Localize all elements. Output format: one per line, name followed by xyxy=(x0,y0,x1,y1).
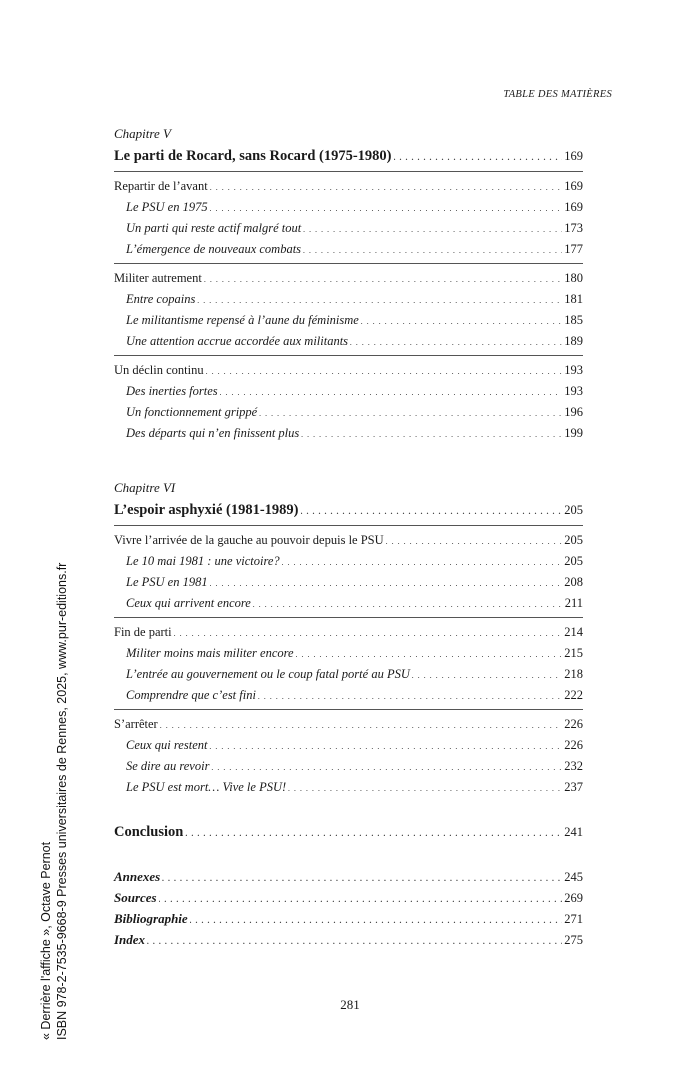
subsection-title: L’émergence de nouveaux combats xyxy=(126,242,302,256)
annex-row xyxy=(114,866,583,887)
page-number: 177 xyxy=(564,242,583,256)
page-number: 180 xyxy=(564,271,583,285)
dot-leader xyxy=(301,423,562,445)
conclusion-row xyxy=(114,820,583,844)
dot-leader xyxy=(162,866,562,889)
subsection-row xyxy=(114,218,583,239)
page-number: 232 xyxy=(564,759,583,773)
subsection-title: Des inerties fortes xyxy=(126,384,218,398)
section-title: S’arrêter xyxy=(114,717,158,731)
dot-leader xyxy=(220,381,563,403)
annex-row xyxy=(114,908,583,929)
annex-title: Bibliographie xyxy=(114,911,188,926)
subsection-title: Un fonctionnement grippé xyxy=(126,405,258,419)
subsection-title: Militer moins mais militer encore xyxy=(126,646,294,660)
dot-leader xyxy=(303,239,562,261)
page-folio: 281 xyxy=(340,997,360,1012)
dot-leader xyxy=(394,144,563,170)
subsection-row xyxy=(114,402,583,423)
page-number: 189 xyxy=(564,334,583,348)
dot-leader xyxy=(147,929,562,952)
subsection-title: Des départs qui n’en finissent plus xyxy=(126,426,300,440)
page-number: 211 xyxy=(564,596,583,610)
section-title: Vivre l’arrivée de la gauche au pouvoir depuis le PSU xyxy=(114,533,384,547)
page-number: 193 xyxy=(564,384,583,398)
section-rule xyxy=(114,355,583,356)
subsection-row xyxy=(114,572,583,593)
section-rule xyxy=(114,617,583,618)
page-number: 218 xyxy=(564,667,583,681)
subsection-row xyxy=(114,331,583,352)
page-number: 205 xyxy=(564,533,583,547)
dot-leader xyxy=(296,643,563,665)
chapter-rule xyxy=(114,171,583,172)
subsection-row xyxy=(114,197,583,218)
dot-leader xyxy=(288,777,562,799)
annex-title: Index xyxy=(114,932,146,947)
subsection-row xyxy=(114,239,583,260)
section-title: Fin de parti xyxy=(114,625,172,639)
page-number: 275 xyxy=(564,933,583,947)
dot-leader xyxy=(350,331,562,353)
subsection-row xyxy=(114,551,583,572)
page-number: 237 xyxy=(564,780,583,794)
page-number: 222 xyxy=(564,688,583,702)
side-note-line-1: « Derrière l'affiche », Octave Pernot xyxy=(39,841,53,1040)
dot-leader xyxy=(412,664,562,686)
subsection-title: Le militantisme repensé à l’aune du féminisme xyxy=(126,313,359,327)
side-note-line-2: ISBN 978-2-7535-9668-9 Presses universitaires de Rennes, 2025, www.pur-editions.fr xyxy=(55,562,69,1040)
page-number: 269 xyxy=(564,891,583,905)
subsection-row xyxy=(114,685,583,706)
page-number: 205 xyxy=(564,554,583,568)
dot-leader xyxy=(303,218,562,240)
subsection-title: Le PSU en 1981 xyxy=(126,575,208,589)
subsection-title: Ceux qui restent xyxy=(126,738,208,752)
subsection-title: Une attention accrue accordée aux militants xyxy=(126,334,349,348)
section-title: Militer autrement xyxy=(114,271,202,285)
chapter-label: Chapitre VI xyxy=(114,480,176,495)
page-number: 245 xyxy=(564,870,583,884)
section-title: Un déclin continu xyxy=(114,363,204,377)
subsection-row xyxy=(114,643,583,664)
dot-leader xyxy=(259,402,562,424)
subsection-title: Comprendre que c’est fini xyxy=(126,688,256,702)
page-number: 199 xyxy=(564,426,583,440)
page-number: 181 xyxy=(564,292,583,306)
subsection-row xyxy=(114,593,583,614)
annex-title: Sources xyxy=(114,890,157,905)
subsection-title: L’entrée au gouvernement ou le coup fatal porté au PSU xyxy=(126,667,410,681)
dot-leader xyxy=(210,572,563,594)
page-number: 205 xyxy=(564,503,583,517)
subsection-row xyxy=(114,664,583,685)
dot-leader xyxy=(174,622,563,644)
section-row xyxy=(114,176,583,197)
chapter-label: Chapitre V xyxy=(114,126,171,141)
page-number: 193 xyxy=(564,363,583,377)
annex-title: Annexes xyxy=(114,869,161,884)
dot-leader xyxy=(386,530,563,552)
subsection-row xyxy=(114,423,583,444)
dot-leader xyxy=(258,685,562,707)
subsection-title: Le 10 mai 1981 : une victoire? xyxy=(126,554,280,568)
page-number: 271 xyxy=(564,912,583,926)
dot-leader xyxy=(211,756,562,778)
section-row xyxy=(114,530,583,551)
dot-leader xyxy=(209,735,562,757)
page-number: 169 xyxy=(564,149,583,163)
chapter-title: Le parti de Rocard, sans Rocard (1975-1980) xyxy=(114,148,392,164)
page-number: 241 xyxy=(564,825,583,839)
page-number: 196 xyxy=(564,405,583,419)
chapter-rule xyxy=(114,525,583,526)
subsection-title: Un parti qui reste actif malgré tout xyxy=(126,221,302,235)
page-number: 215 xyxy=(564,646,583,660)
dot-leader xyxy=(190,908,563,931)
section-title: Repartir de l’avant xyxy=(114,179,208,193)
subsection-row xyxy=(114,735,583,756)
page-number: 208 xyxy=(564,575,583,589)
dot-leader xyxy=(361,310,562,332)
dot-leader xyxy=(206,360,563,382)
conclusion-title: Conclusion xyxy=(114,824,184,840)
dot-leader xyxy=(204,268,562,290)
dot-leader xyxy=(197,289,562,311)
page-number: 185 xyxy=(564,313,583,327)
page-number: 169 xyxy=(564,200,583,214)
subsection-row xyxy=(114,756,583,777)
subsection-title: Entre copains xyxy=(126,292,196,306)
section-row xyxy=(114,714,583,735)
subsection-row xyxy=(114,381,583,402)
subsection-title: Ceux qui arrivent encore xyxy=(126,596,251,610)
chapter-title: L’espoir asphyxié (1981-1989) xyxy=(114,502,299,518)
dot-leader xyxy=(160,714,563,736)
page-number: 173 xyxy=(564,221,583,235)
subsection-row xyxy=(114,777,583,798)
page-number: 226 xyxy=(564,738,583,752)
subsection-row xyxy=(114,310,583,331)
section-row xyxy=(114,622,583,643)
copyright-side-note xyxy=(38,480,70,1040)
page-number: 169 xyxy=(564,179,583,193)
dot-leader xyxy=(253,593,563,615)
table-of-contents xyxy=(114,124,583,950)
dot-leader xyxy=(185,820,562,846)
running-head: TABLE DES MATIÈRES xyxy=(503,89,612,100)
dot-leader xyxy=(301,498,563,524)
dot-leader xyxy=(159,887,563,910)
section-rule xyxy=(114,263,583,264)
chapter-title-row xyxy=(114,498,583,522)
annex-row xyxy=(114,887,583,908)
page-number: 226 xyxy=(564,717,583,731)
section-row xyxy=(114,360,583,381)
subsection-title: Le PSU est mort… Vive le PSU! xyxy=(126,780,287,794)
subsection-title: Se dire au revoir xyxy=(126,759,210,773)
section-row xyxy=(114,268,583,289)
annex-row xyxy=(114,929,583,950)
dot-leader xyxy=(282,551,563,573)
subsection-title: Le PSU en 1975 xyxy=(126,200,208,214)
page-number: 214 xyxy=(564,625,583,639)
dot-leader xyxy=(210,176,563,198)
section-rule xyxy=(114,709,583,710)
dot-leader xyxy=(210,197,563,219)
subsection-row xyxy=(114,289,583,310)
chapter-title-row xyxy=(114,144,583,168)
